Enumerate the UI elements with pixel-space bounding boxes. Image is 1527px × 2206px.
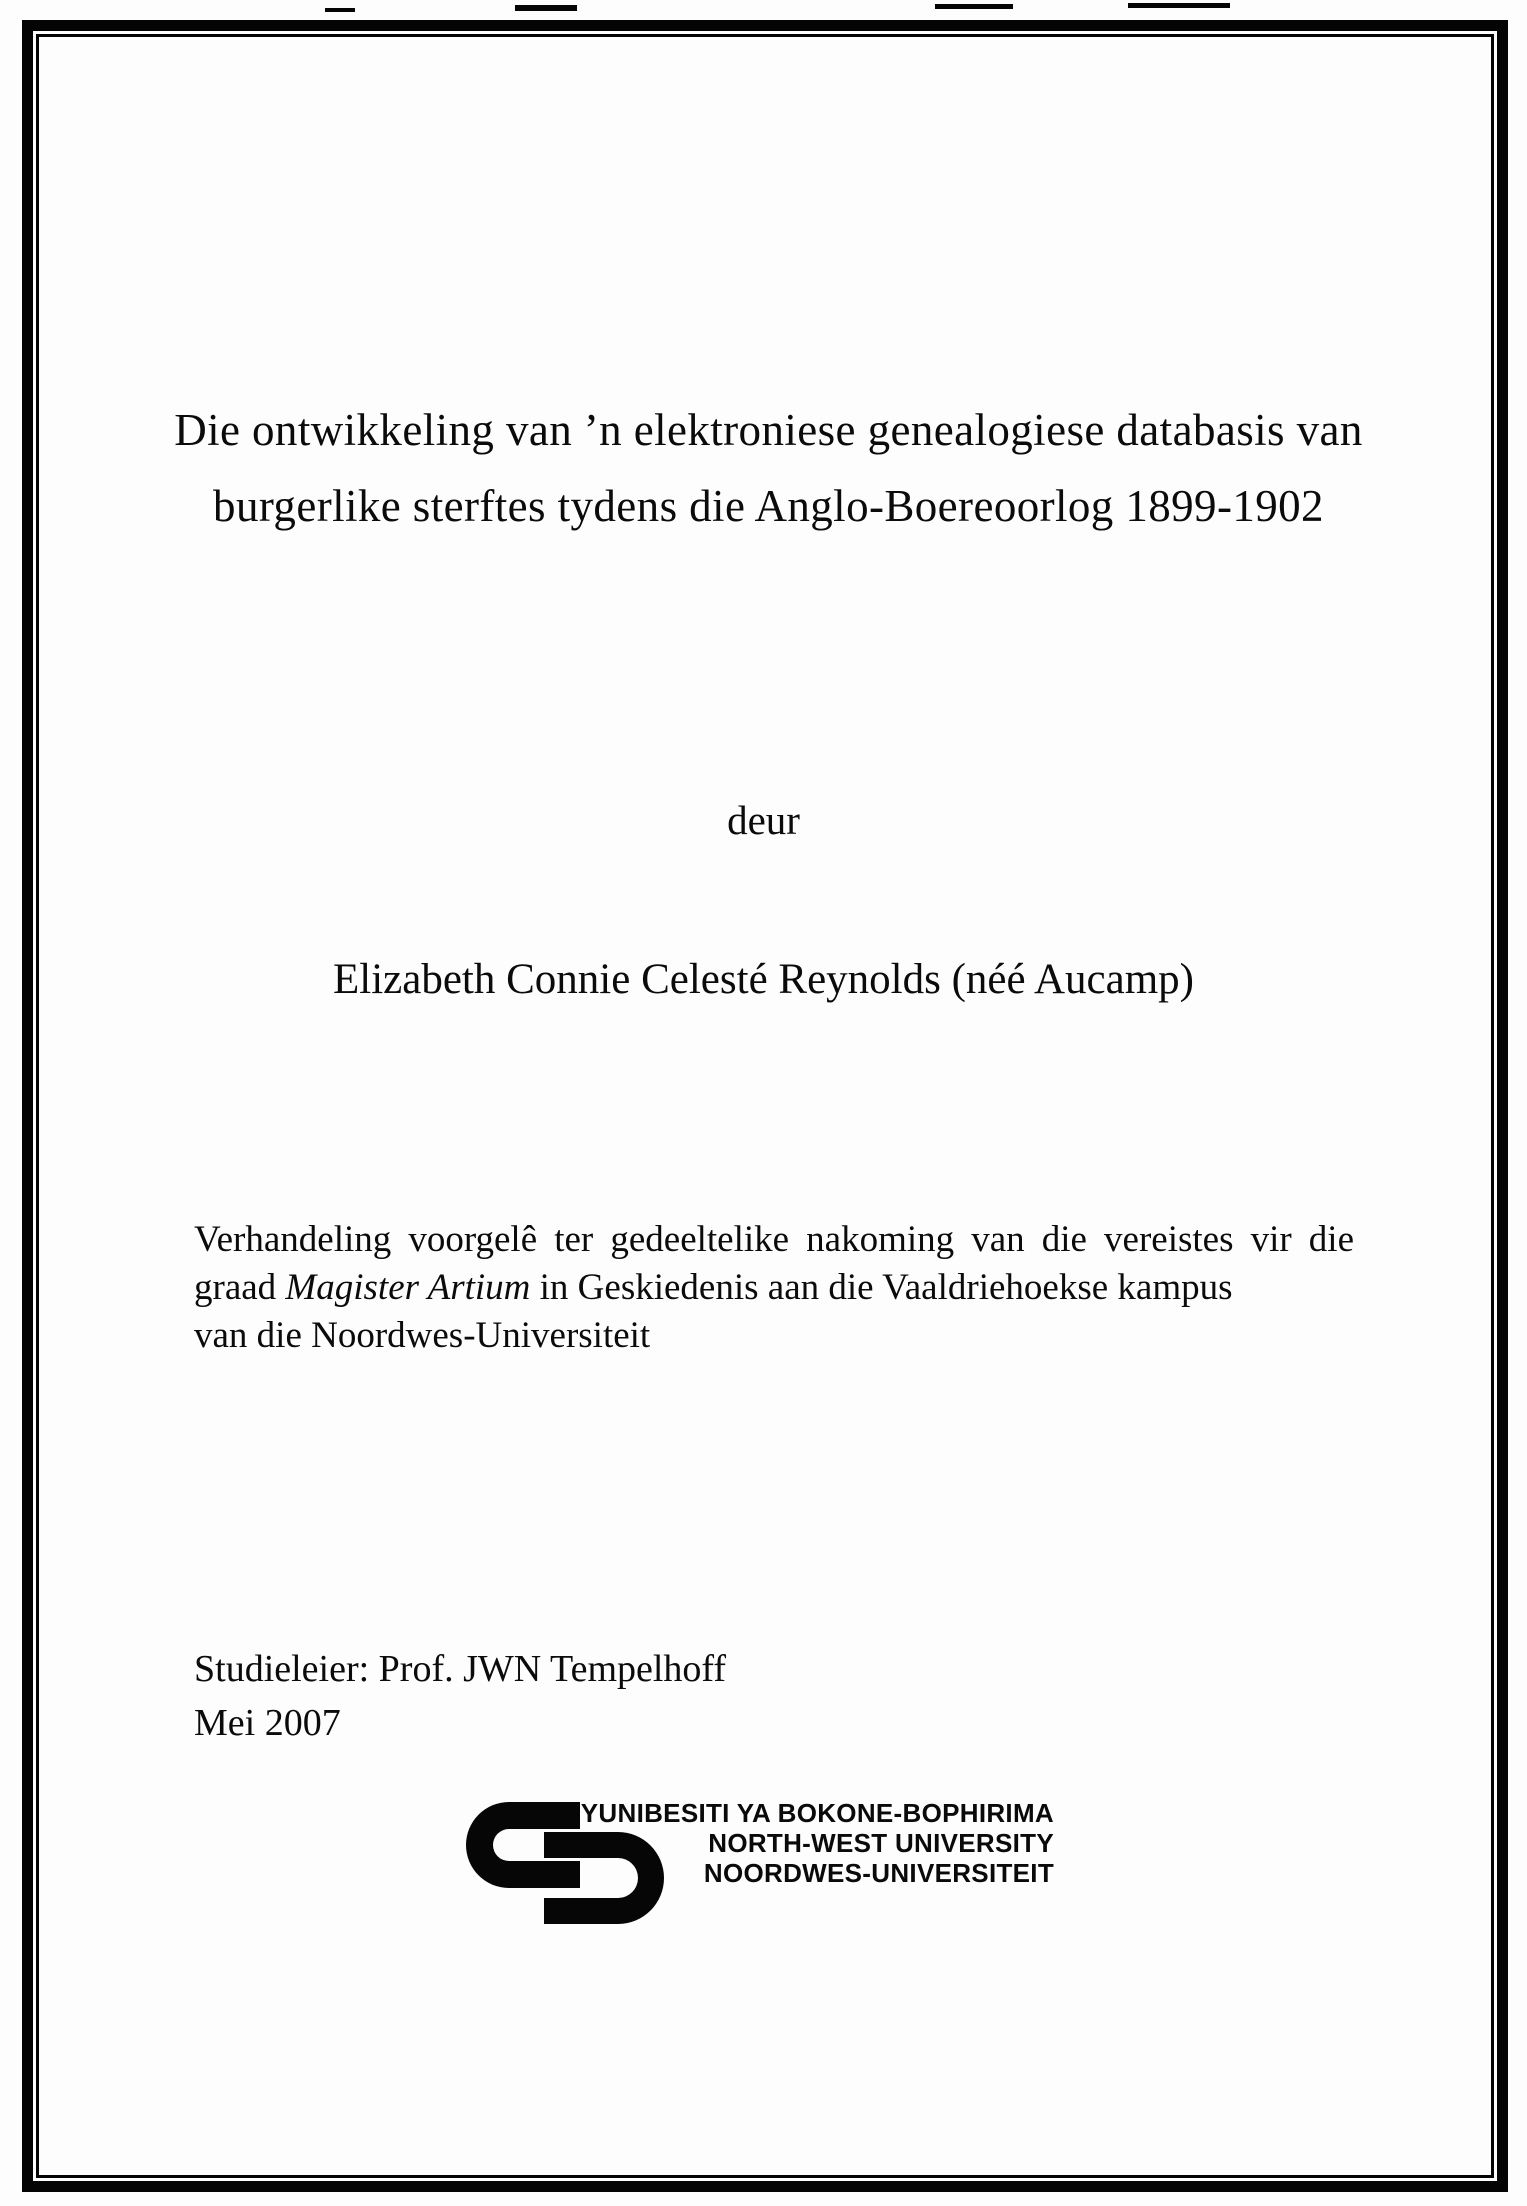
degree-statement-line-1: Verhandeling voorgelê ter gedeeltelike nakoming van die vereistes vir die — [194, 1219, 1354, 1260]
thesis-title — [110, 392, 1427, 544]
title-line-2: burgerlike sterftes tydens die Anglo-Boereoorlog 1899-1902 — [213, 481, 1324, 531]
scan-artifact — [325, 8, 355, 12]
degree-statement-line-2 — [194, 1264, 1354, 1312]
scan-artifact — [515, 5, 577, 11]
scan-artifact — [935, 4, 1013, 9]
title-line-1: Die ontwikkeling van ’n elektroniese genealogiese databasis van — [174, 405, 1363, 455]
supervisor-line: Studieleier: Prof. JWN Tempelhoff — [194, 1648, 727, 1690]
supervisor-block — [194, 1642, 726, 1750]
nwu-logo-wordmark — [581, 1798, 1054, 1888]
logo-name-afrikaans: NOORDWES-UNIVERSITEIT — [703, 1858, 1054, 1888]
scan-artifact — [1128, 3, 1230, 8]
degree-line-2-prefix: graad — [194, 1267, 286, 1308]
logo-name-english: NORTH-WEST UNIVERSITY — [708, 1828, 1054, 1858]
author-name: Elizabeth Connie Celesté Reynolds (néé Aucamp) — [333, 956, 1194, 1003]
degree-statement — [194, 1216, 1354, 1360]
degree-statement-line-3: van die Noordwes-Universiteit — [194, 1315, 651, 1356]
nwu-logo — [462, 1796, 1054, 1930]
degree-line-2-suffix: in Geskiedenis aan die Vaaldriehoekse kampus — [530, 1267, 1233, 1308]
degree-name-italic: Magister Artium — [285, 1267, 531, 1308]
logo-name-setswana: YUNIBESITI YA BOKONE-BOPHIRIMA — [580, 1798, 1054, 1828]
date-line: Mei 2007 — [194, 1702, 341, 1744]
byline-label: deur — [727, 797, 800, 843]
